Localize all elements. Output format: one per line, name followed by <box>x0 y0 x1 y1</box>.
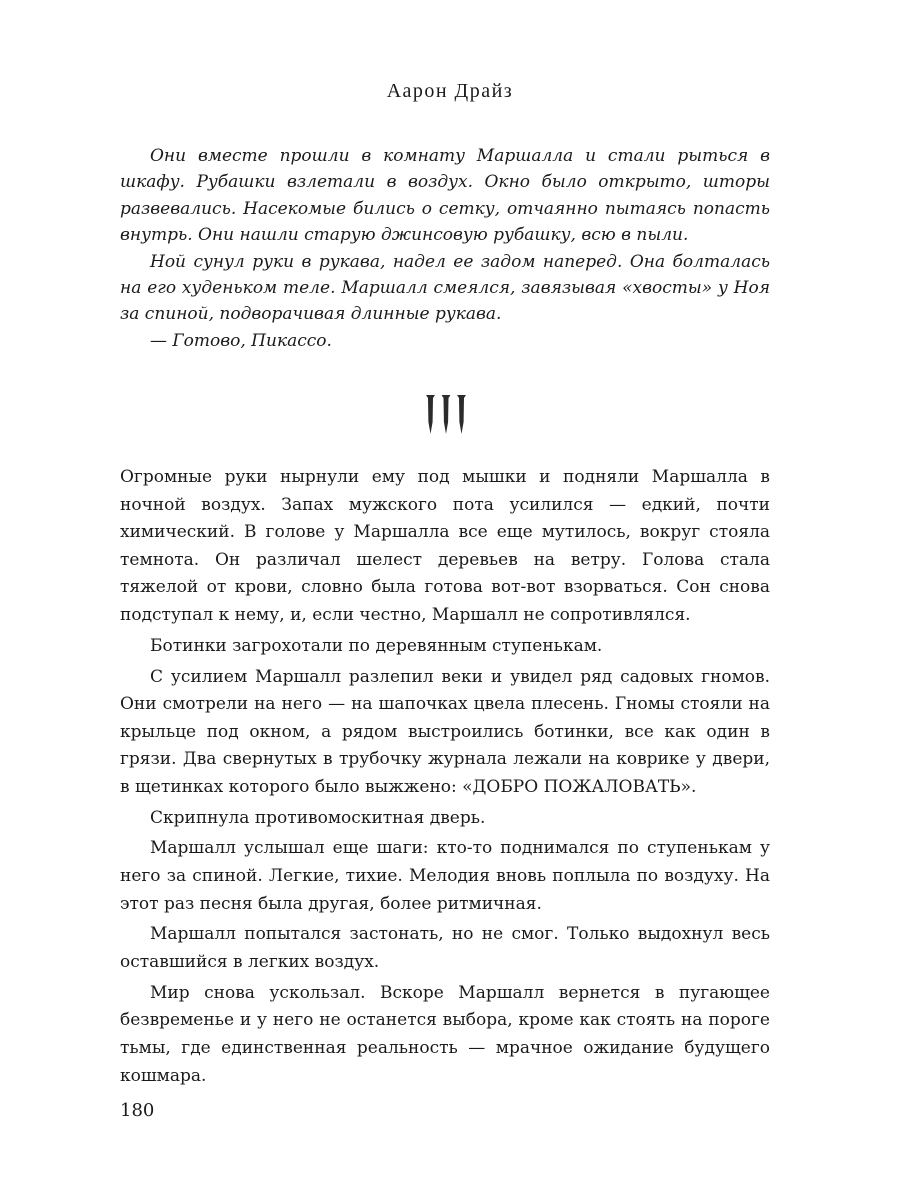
flashback-paragraph: Они вместе прошли в комнату Маршалла и стали рыться в шкафу. Рубашки взлетали в воздух. Окно было открыто, шторы развевались. Насекомые бились о сетку, отчаянно пытаясь попасть внутрь. Они нашли старую джинсовую рубашку, всю в пыли. <box>120 146 770 246</box>
flashback-paragraph: — Готово, Пикассо. <box>150 330 332 351</box>
flashback-section <box>120 143 770 354</box>
main-text-section <box>120 464 770 1093</box>
body-paragraph: С усилием Маршалл разлепил веки и увидел ряд садовых гномов. Они смотрели на него — на шапочках цвела плесень. Гномы стояли на крыльце под окном, а рядом выстроились ботинки, все как один в грязи. Два свернутых в трубочку журнала лежали на коврике у двери, в щетинках которого было выжжено: «ДОБРО ПОЖАЛОВАТЬ». <box>120 666 770 797</box>
three-nails-icon <box>418 392 474 436</box>
body-paragraph: Маршалл услышал еще шаги: кто-то поднимался по ступенькам у него за спиной. Легкие, тихие. Мелодия вновь поплыла по воздуху. На этот раз песня была другая, более ритмичная. <box>120 838 770 914</box>
body-paragraph: Скрипнула противомоскитная дверь. <box>150 807 486 828</box>
section-break <box>418 392 474 436</box>
page-number: 180 <box>120 1100 155 1121</box>
body-paragraph: Маршалл попытался застонать, но не смог. Только выдохнул весь оставшийся в легких воздух. <box>120 924 770 973</box>
running-title: Аарон Драйз <box>386 80 514 102</box>
body-paragraph: Огромные руки нырнули ему под мышки и подняли Маршалла в ночной воздух. Запах мужского пота усилился — едкий, почти химический. В голове у Маршалла все еще мутилось, вокруг стояла темнота. Он различал шелест деревьев на ветру. Голова стала тяжелой от крови, словно была готова вот-вот взорваться. Сон снова подступал к нему, и, если честно, Маршалл не сопротивлялся. <box>120 467 770 625</box>
body-paragraph: Ботинки загрохотали по деревянным ступенькам. <box>150 635 603 656</box>
flashback-paragraph: Ной сунул руки в рукава, надел ее задом наперед. Она болталась на его худеньком теле. Маршалл смеялся, завязывая «хвосты» у Ноя за спиной, подворачивая длинные рукава. <box>120 251 770 325</box>
body-paragraph: Мир снова ускользал. Вскоре Маршалл вернется в пугающее безвременье и у него не останется выбора, кроме как стоять на пороге тьмы, где единственная реальность — мрачное ожидание будущего кошмара. <box>120 982 770 1086</box>
